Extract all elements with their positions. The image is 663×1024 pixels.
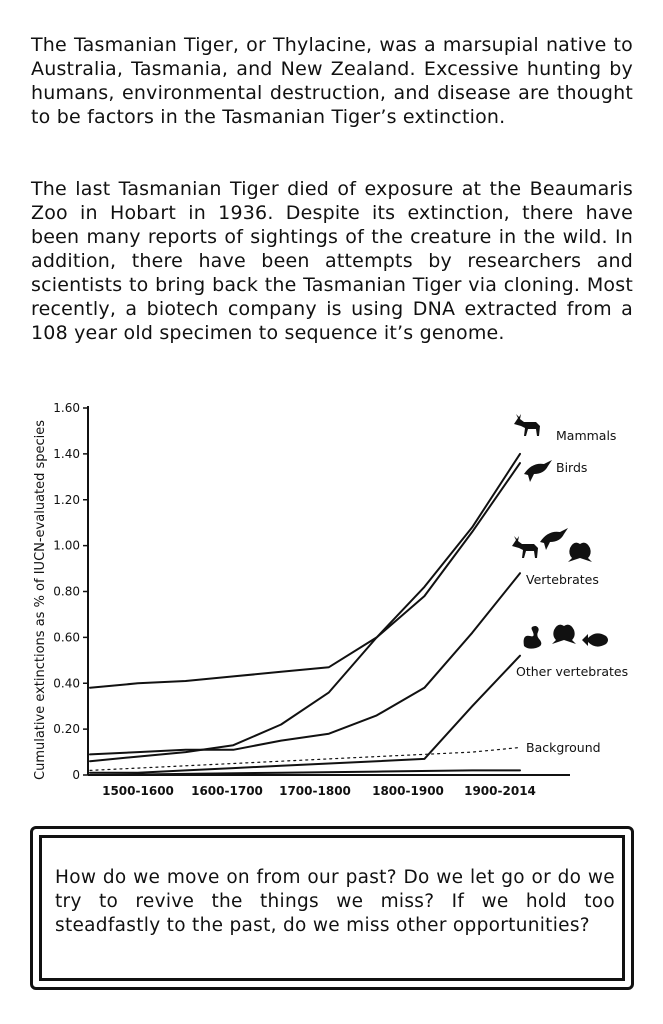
chart-axes	[88, 406, 570, 775]
y-tick-label: 0.80	[53, 584, 80, 599]
y-tick-label: 1.60	[53, 401, 80, 415]
fish-icon	[582, 633, 608, 646]
extinction-paragraph: The last Tasmanian Tiger died of exposure at the Beaumaris Zoo in Hobart in 1936. Despite its extinction, there have been many reports of sightings of the creature in the wild. In addition, there have been attempts by researchers and scientists to bring back the Tasmanian Tiger via cloning. Most recently, a biotech company is using DNA extracted from a 108 year old specimen to sequence it’s genome.	[31, 178, 633, 344]
series-lines	[90, 454, 520, 775]
series-label-mammals: Mammals	[556, 428, 617, 443]
y-tick-label: 1.20	[53, 492, 80, 507]
x-tick-label: 1600-1700	[191, 784, 263, 798]
x-tick-labels	[102, 784, 536, 798]
y-tick-label: 0.60	[53, 630, 80, 645]
frog-icon-shape	[552, 625, 576, 644]
y-tick-label: 1.00	[53, 538, 80, 553]
y-tick-label: 0.20	[53, 722, 80, 737]
intro-paragraph: The Tasmanian Tiger, or Thylacine, was a marsupial native to Australia, Tasmania, and New Zealand. Excessive hunting by humans, environmental destruction, and disease are thought to be factors in the Tasmanian Tiger’s extinction.	[31, 34, 633, 128]
deer-icon	[512, 536, 538, 558]
fish-icon-shape	[582, 633, 608, 646]
series-icons	[512, 414, 608, 649]
bird-icon-shape	[540, 528, 568, 550]
y-tick-label: 0.40	[53, 676, 80, 691]
series-label-other-vertebrates: Other vertebrates	[516, 664, 629, 679]
series-line-vertebrates	[90, 573, 520, 754]
frog-icon	[568, 543, 592, 562]
x-tick-label: 1900-2014	[464, 784, 536, 798]
series-label-background: Background	[526, 740, 601, 755]
x-tick-label: 1800-1900	[372, 784, 444, 798]
y-axis-label: Cumulative extinctions as % of IUCN-evaluated species	[33, 419, 48, 780]
snake-icon	[524, 626, 542, 649]
bird-icon	[540, 528, 568, 550]
snake-icon-shape	[524, 626, 542, 649]
series-label-birds: Birds	[556, 460, 588, 475]
series-labels	[516, 428, 628, 755]
deer-icon-shape	[514, 414, 540, 436]
x-tick-label: 1700-1800	[279, 784, 351, 798]
x-tick-label: 1500-1600	[102, 784, 174, 798]
series-label-vertebrates: Vertebrates	[526, 572, 599, 587]
bird-icon-shape	[524, 460, 552, 482]
y-tick-label: 1.40	[53, 446, 80, 461]
series-line-mammals	[90, 454, 520, 761]
series-line-birds	[90, 463, 520, 688]
y-tick-label: 0	[72, 768, 80, 782]
frog-icon-shape	[568, 543, 592, 562]
y-tick-labels	[53, 401, 88, 782]
reflection-question: How do we move on from our past? Do we let go or do we try to revive the things we miss? If we hold too steadfastly to the past, do we miss other opportunities?	[55, 867, 615, 936]
bird-icon	[524, 460, 552, 482]
extinction-chart	[0, 390, 663, 810]
frog-icon	[552, 625, 576, 644]
deer-icon-shape	[512, 536, 538, 558]
deer-icon	[514, 414, 540, 436]
